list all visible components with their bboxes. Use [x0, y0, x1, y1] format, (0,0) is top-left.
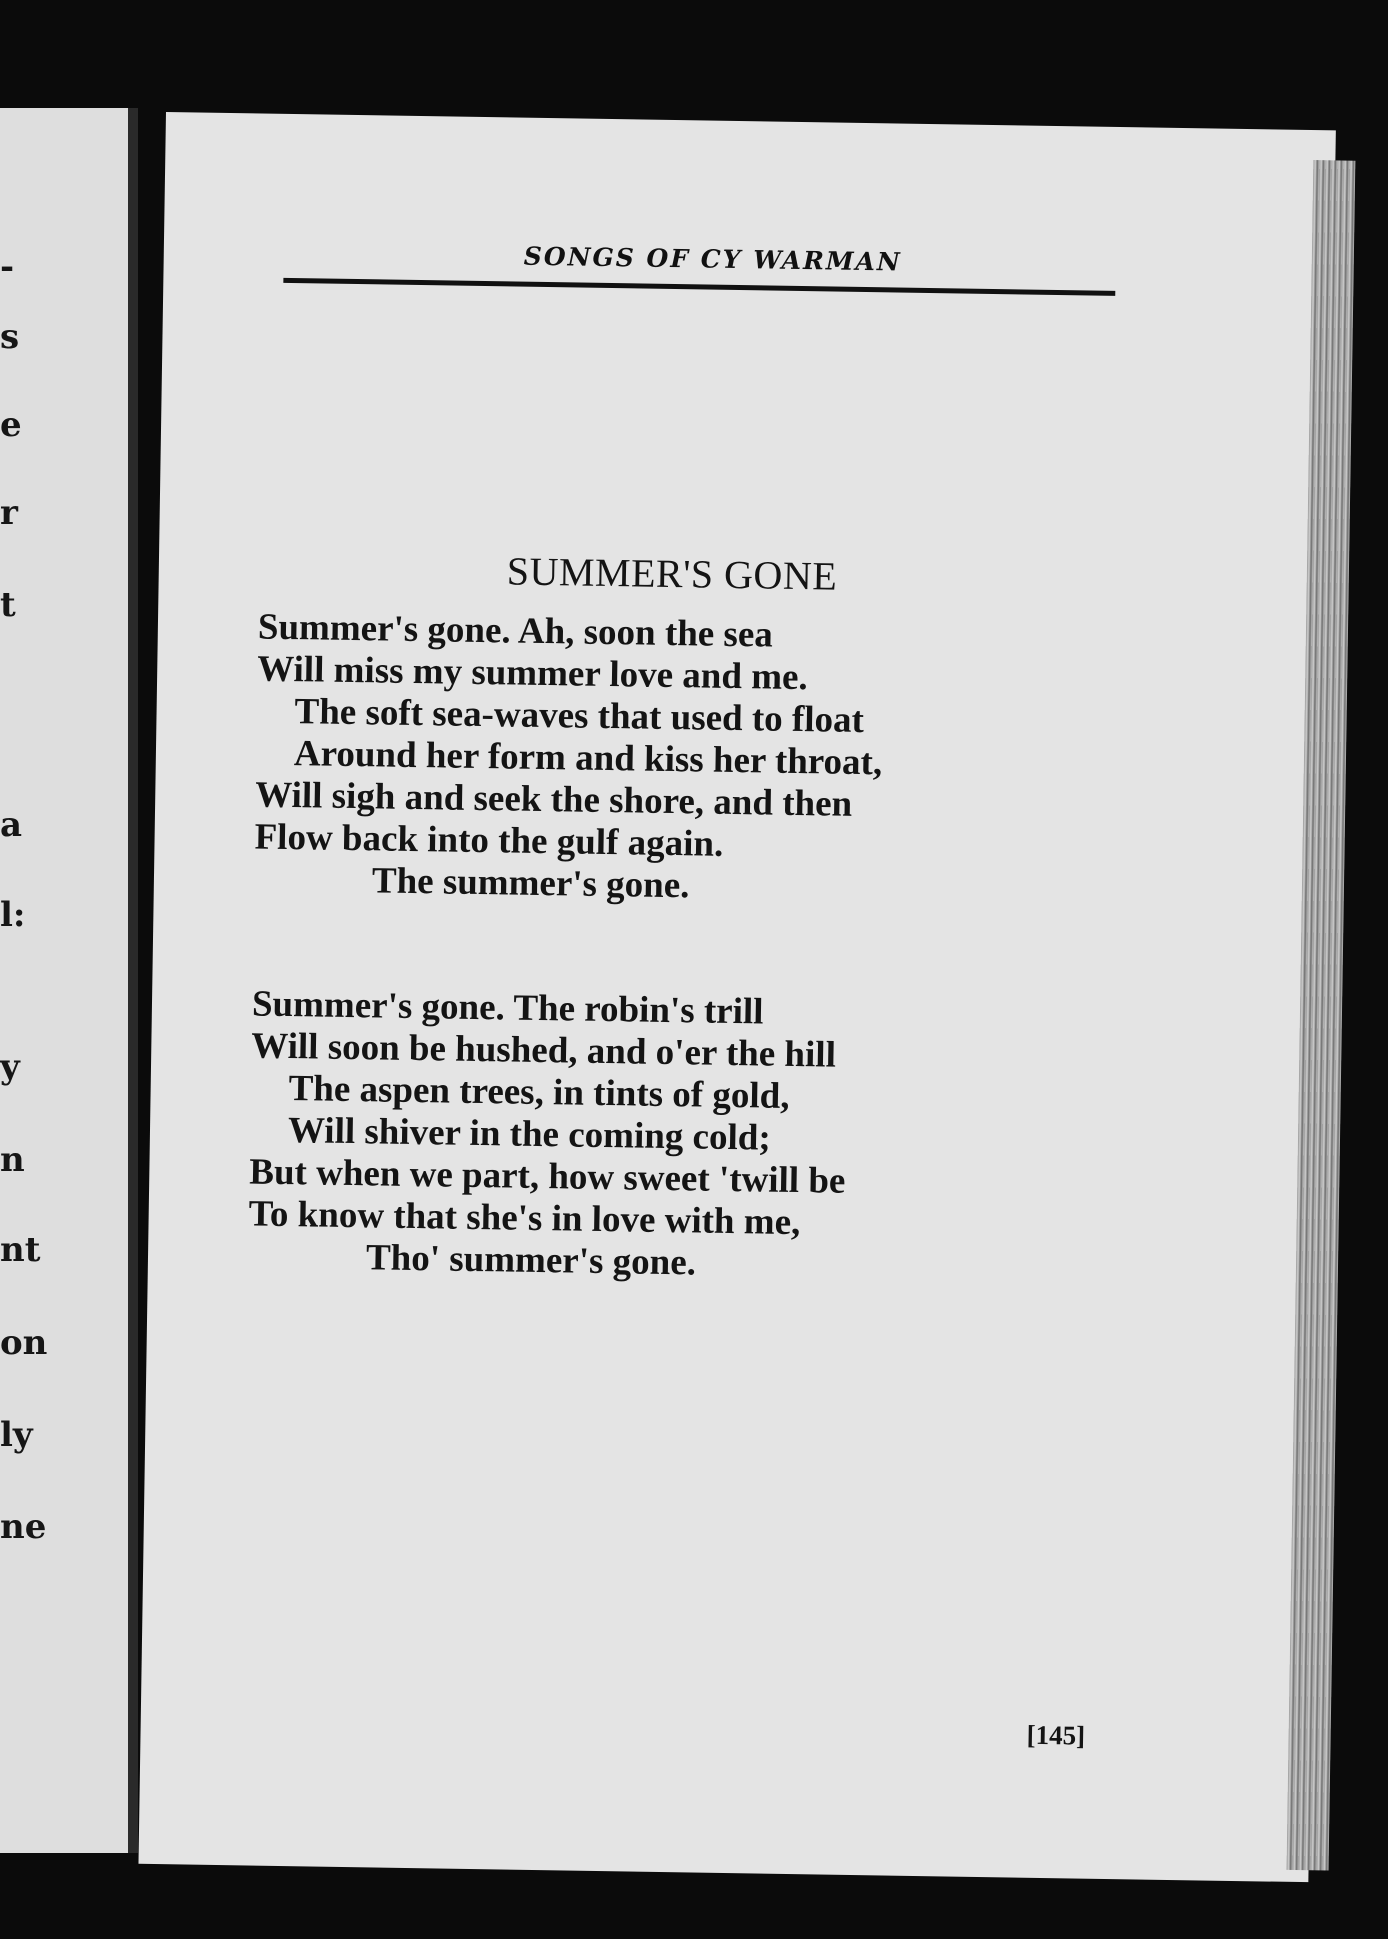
margin-letter: n [0, 1140, 25, 1180]
poem-title: SUMMER'S GONE [506, 548, 838, 599]
stanza [248, 983, 849, 1286]
margin-letter: y [0, 1047, 20, 1087]
poem-line: The soft sea-waves that used to float [294, 691, 865, 742]
page-edge [1287, 160, 1356, 1870]
poem-line: To know that she's in love with me, [248, 1193, 801, 1244]
margin-letter: l: [0, 895, 26, 935]
margin-letter: on [0, 1323, 48, 1363]
right-page [138, 112, 1335, 1882]
poem-line: Will soon be hushed, and o'er the hill [251, 1025, 837, 1076]
running-head: SONGS OF CY WARMAN [523, 241, 903, 277]
stanza [254, 607, 885, 911]
margin-letter: a [0, 805, 23, 845]
poem-refrain: Tho' summer's gone. [365, 1237, 697, 1284]
poem-refrain: The summer's gone. [371, 860, 690, 907]
margin-letter: - [0, 247, 15, 287]
margin-letter: nt [0, 1230, 41, 1270]
margin-letter: s [0, 317, 20, 357]
poem-line: Will miss my summer love and me. [256, 648, 809, 699]
poem-line: But when we part, how sweet 'twill be [249, 1151, 846, 1202]
page-number: [145] [1026, 1719, 1086, 1751]
margin-letter: ne [0, 1507, 47, 1547]
poem-line: Summer's gone. The robin's trill [251, 983, 764, 1033]
margin-letter: ly [0, 1415, 33, 1455]
margin-letter: e [0, 405, 22, 445]
poem-line: Flow back into the gulf again. [254, 816, 724, 865]
margin-letter: t [0, 585, 16, 625]
poem-line: Around her form and kiss her throat, [293, 733, 883, 784]
poem-line: Summer's gone. Ah, soon the sea [257, 606, 774, 656]
header-rule [283, 278, 1115, 296]
poem-line: Will sigh and seek the shore, and then [254, 774, 853, 825]
poem-line: Will shiver in the coming cold; [287, 1110, 772, 1159]
poem-line: The aspen trees, in tints of gold, [288, 1068, 790, 1117]
margin-letter: r [0, 493, 18, 533]
left-page-margin-text [0, 108, 128, 1853]
left-page [0, 108, 138, 1853]
